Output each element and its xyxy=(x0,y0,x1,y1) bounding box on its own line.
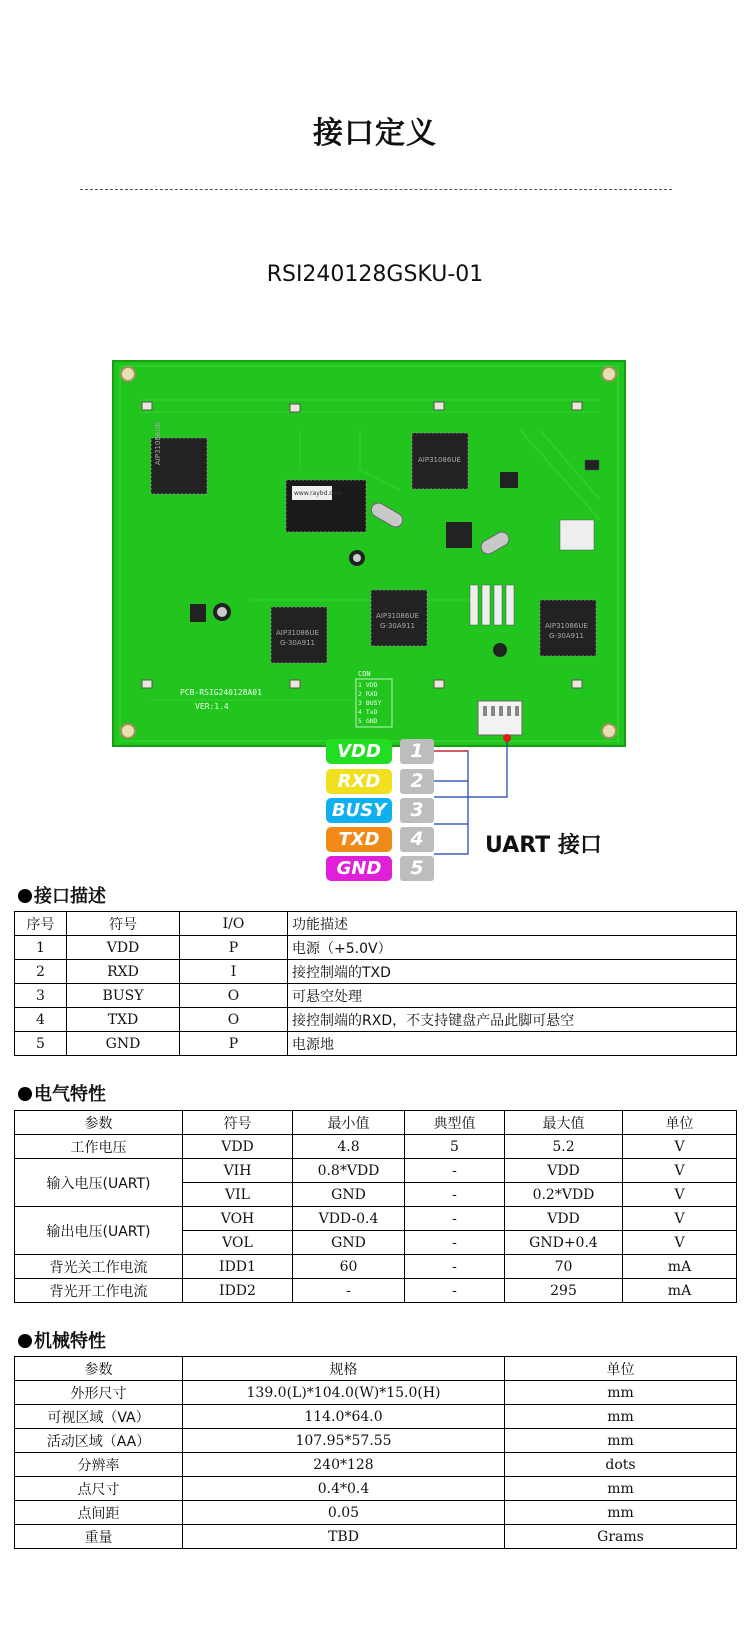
electrical-heading xyxy=(18,1080,106,1106)
table-cell: RXD xyxy=(67,960,180,984)
table-cell: - xyxy=(293,1279,405,1303)
table-cell: 2 xyxy=(15,960,67,984)
table-cell: 4 xyxy=(15,1008,67,1032)
table-cell: 0.05 xyxy=(183,1501,505,1525)
pin-number: 4 xyxy=(410,828,424,850)
mini-pin-label: 1 VDD xyxy=(358,681,378,689)
table-cell: V xyxy=(623,1207,737,1231)
table-cell: VDD xyxy=(67,936,180,960)
table-cell: VDD xyxy=(183,1135,293,1159)
table-cell: P xyxy=(180,1032,288,1056)
table-header: 参数 xyxy=(15,1357,183,1381)
table-cell: TXD xyxy=(67,1008,180,1032)
table-cell: 295 xyxy=(505,1279,623,1303)
table-cell: mm xyxy=(505,1477,737,1501)
table-header: 最大值 xyxy=(505,1111,623,1135)
table-row xyxy=(15,1453,737,1477)
electrical-table xyxy=(14,1110,737,1303)
mcu-label: www.raybd.com xyxy=(294,490,343,497)
table-row xyxy=(15,1477,737,1501)
pin-legend xyxy=(326,739,436,889)
table-row xyxy=(15,1008,737,1032)
chip-label: AIP31086UE xyxy=(376,612,419,620)
table-cell: VDD-0.4 xyxy=(293,1207,405,1231)
table-header: 符号 xyxy=(67,912,180,936)
table-header: 序号 xyxy=(15,912,67,936)
chip-label: AIP31086UE xyxy=(276,629,319,637)
model-number: RSI240128GSKU-01 xyxy=(266,262,484,287)
table-cell: 输出电压(UART) xyxy=(15,1207,183,1255)
table-cell: IDD2 xyxy=(183,1279,293,1303)
table-cell: - xyxy=(405,1255,505,1279)
table-cell: VIH xyxy=(183,1159,293,1183)
table-header: 参数 xyxy=(15,1111,183,1135)
table-cell: VDD xyxy=(505,1207,623,1231)
bullet-icon xyxy=(18,1087,32,1101)
interface-table xyxy=(14,911,737,1056)
table-cell: 电源地 xyxy=(288,1032,737,1056)
table-row xyxy=(15,1135,737,1159)
table-header: 功能描述 xyxy=(288,912,737,936)
table-cell: mA xyxy=(623,1279,737,1303)
table-cell: mm xyxy=(505,1501,737,1525)
table-cell: 背光开工作电流 xyxy=(15,1279,183,1303)
mechanical-heading-text: 机械特性 xyxy=(34,1331,106,1352)
pin-number: 1 xyxy=(410,740,424,762)
table-cell: - xyxy=(405,1231,505,1255)
table-row xyxy=(15,1279,737,1303)
pin-name: RXD xyxy=(337,771,381,792)
table-cell: O xyxy=(180,984,288,1008)
table-cell: GND xyxy=(293,1183,405,1207)
pin-name: BUSY xyxy=(331,800,387,821)
chip-sublabel: G-30A911 xyxy=(380,622,416,630)
table-header: 最小值 xyxy=(293,1111,405,1135)
table-header-row xyxy=(15,1357,737,1381)
table-cell: 工作电压 xyxy=(15,1135,183,1159)
page-title: 接口定义 xyxy=(313,116,437,151)
table-header: 规格 xyxy=(183,1357,505,1381)
table-cell: 外形尺寸 xyxy=(15,1381,183,1405)
table-cell: 5 xyxy=(15,1032,67,1056)
mini-pin-label: 4 TxD xyxy=(358,708,378,716)
con-label: CON xyxy=(358,670,371,678)
mechanical-heading xyxy=(18,1327,106,1353)
table-cell: 0.2*VDD xyxy=(505,1183,623,1207)
table-row xyxy=(15,1525,737,1549)
table-row xyxy=(15,1159,737,1183)
table-cell: P xyxy=(180,936,288,960)
table-row xyxy=(15,1255,737,1279)
table-cell: 5 xyxy=(405,1135,505,1159)
table-cell: 接控制端的RXD，不支持键盘产品此脚可悬空 xyxy=(288,1008,737,1032)
table-cell: 点间距 xyxy=(15,1501,183,1525)
table-cell: 139.0(L)*104.0(W)*15.0(H) xyxy=(183,1381,505,1405)
table-cell: VDD xyxy=(505,1159,623,1183)
table-cell: I xyxy=(180,960,288,984)
pcb-label: PCB-RSIG240128A01 xyxy=(180,688,262,697)
table-cell: 5.2 xyxy=(505,1135,623,1159)
table-cell: dots xyxy=(505,1453,737,1477)
chip-sublabel: G-30A911 xyxy=(549,632,585,640)
table-header: I/O xyxy=(180,912,288,936)
bullet-icon xyxy=(18,1334,32,1348)
table-cell: GND xyxy=(293,1231,405,1255)
table-cell: TBD xyxy=(183,1525,505,1549)
table-header: 典型值 xyxy=(405,1111,505,1135)
chip-sublabel: G-30A911 xyxy=(280,639,316,647)
chip-label: AIP31086UE xyxy=(545,622,588,630)
uart-label: UART 接口 xyxy=(485,833,602,858)
table-cell: GND xyxy=(67,1032,180,1056)
table-row xyxy=(15,1381,737,1405)
table-cell: Grams xyxy=(505,1525,737,1549)
table-cell: 3 xyxy=(15,984,67,1008)
mini-pin-label: 5 GND xyxy=(358,717,378,725)
table-cell: 70 xyxy=(505,1255,623,1279)
table-cell: 点尺寸 xyxy=(15,1477,183,1501)
table-cell: 可视区域（VA） xyxy=(15,1405,183,1429)
table-cell: O xyxy=(180,1008,288,1032)
table-cell: - xyxy=(405,1159,505,1183)
mini-pin-label: 2 RXD xyxy=(358,690,378,698)
table-header: 单位 xyxy=(505,1357,737,1381)
table-cell: VOH xyxy=(183,1207,293,1231)
table-row xyxy=(15,1207,737,1231)
table-cell: BUSY xyxy=(67,984,180,1008)
table-cell: 接控制端的TXD xyxy=(288,960,737,984)
chip-label: AIP31086UE xyxy=(418,456,461,464)
table-header-row xyxy=(15,1111,737,1135)
table-cell: mm xyxy=(505,1405,737,1429)
bullet-icon xyxy=(18,889,32,903)
pin-name: TXD xyxy=(338,829,380,850)
table-cell: V xyxy=(623,1159,737,1183)
pin-number: 3 xyxy=(410,799,424,821)
table-cell: 活动区域（AA） xyxy=(15,1429,183,1453)
table-cell: mm xyxy=(505,1381,737,1405)
pin-number: 5 xyxy=(410,857,424,879)
connector-marker xyxy=(503,734,511,742)
table-cell: - xyxy=(405,1279,505,1303)
table-row xyxy=(15,1032,737,1056)
table-row xyxy=(15,1429,737,1453)
table-cell: V xyxy=(623,1231,737,1255)
table-cell: 107.95*57.55 xyxy=(183,1429,505,1453)
interface-heading xyxy=(18,882,106,908)
table-cell: 电源（+5.0V） xyxy=(288,936,737,960)
table-cell: 4.8 xyxy=(293,1135,405,1159)
table-cell: VIL xyxy=(183,1183,293,1207)
table-header: 符号 xyxy=(183,1111,293,1135)
table-cell: 60 xyxy=(293,1255,405,1279)
table-cell: 240*128 xyxy=(183,1453,505,1477)
table-row xyxy=(15,936,737,960)
pin-name: VDD xyxy=(337,741,381,762)
table-cell: V xyxy=(623,1183,737,1207)
pin-name: GND xyxy=(336,858,382,879)
pcb-version-label: VER:1.4 xyxy=(195,702,229,711)
table-cell: 背光关工作电流 xyxy=(15,1255,183,1279)
mini-pin-label: 3 BUSY xyxy=(358,699,382,707)
table-row xyxy=(15,960,737,984)
table-cell: - xyxy=(405,1183,505,1207)
table-cell: 可悬空处理 xyxy=(288,984,737,1008)
table-cell: GND+0.4 xyxy=(505,1231,623,1255)
table-cell: 重量 xyxy=(15,1525,183,1549)
table-header: 单位 xyxy=(623,1111,737,1135)
table-row xyxy=(15,984,737,1008)
pin-number: 2 xyxy=(410,770,424,792)
table-cell: 0.4*0.4 xyxy=(183,1477,505,1501)
table-cell: VOL xyxy=(183,1231,293,1255)
table-cell: 分辨率 xyxy=(15,1453,183,1477)
chip-label: AIP31086UE xyxy=(154,422,162,465)
table-row xyxy=(15,1405,737,1429)
table-cell: V xyxy=(623,1135,737,1159)
table-cell: 输入电压(UART) xyxy=(15,1159,183,1207)
table-cell: 0.8*VDD xyxy=(293,1159,405,1183)
table-cell: mm xyxy=(505,1429,737,1453)
electrical-heading-text: 电气特性 xyxy=(34,1084,106,1105)
table-cell: 114.0*64.0 xyxy=(183,1405,505,1429)
table-cell: mA xyxy=(623,1255,737,1279)
table-cell: IDD1 xyxy=(183,1255,293,1279)
table-cell: - xyxy=(405,1207,505,1231)
table-row xyxy=(15,1501,737,1525)
table-header-row xyxy=(15,912,737,936)
interface-heading-text: 接口描述 xyxy=(34,886,106,907)
table-cell: 1 xyxy=(15,936,67,960)
mechanical-table xyxy=(14,1356,737,1549)
